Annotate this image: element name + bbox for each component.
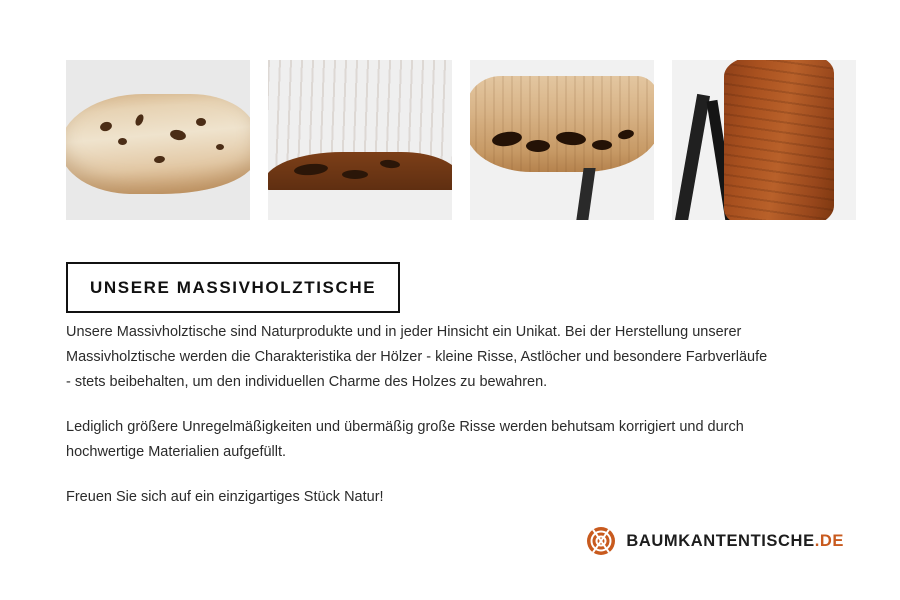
paragraph-3: Freuen Sie sich auf ein einzigartiges Stück Natur! (66, 489, 384, 505)
wood-grain-overlay (724, 60, 834, 220)
brand-name-text: BAUMKANTENTISCHE (626, 531, 815, 550)
gallery-image-3[interactable] (470, 60, 654, 220)
wood-grain-overlay (470, 76, 654, 172)
resin-fill (592, 140, 612, 150)
resin-fill (342, 170, 368, 179)
image-backdrop (66, 194, 250, 220)
brand-tld: .DE (814, 531, 844, 550)
body-copy (66, 320, 772, 510)
brand-name (626, 532, 844, 551)
page-title: UNSERE MASSIVHOLZTISCHE (90, 278, 377, 297)
resin-fill (526, 140, 550, 152)
image-backdrop (268, 190, 452, 220)
brand-logo[interactable] (586, 526, 844, 556)
table-leg (675, 94, 710, 220)
knot-mark (196, 118, 206, 126)
knot-mark (216, 144, 224, 150)
headline-box (66, 262, 400, 313)
paragraph-2: Lediglich größere Unregelmäßigkeiten und übermäßig große Risse werden behutsam korrigiert und durch hochwertige Materialien aufgefüllt. (66, 419, 744, 460)
image-gallery (66, 60, 858, 220)
baumkantentische-ring-icon (586, 526, 616, 556)
table-leg (576, 168, 595, 220)
knot-mark (118, 138, 127, 145)
gallery-image-1[interactable] (66, 60, 250, 220)
gallery-image-2[interactable] (268, 60, 452, 220)
paragraph-1: Unsere Massivholztische sind Naturprodukte und in jeder Hinsicht ein Unikat. Bei der Herstellung unserer Massivholztische werden die Charakteristika der Hölzer - kleine Risse, Astlöcher und besondere Farbverläufe - stets beibehalten, um den individuellen Charme des Holzes zu bewahren. (66, 324, 768, 390)
gallery-image-4[interactable] (672, 60, 856, 220)
